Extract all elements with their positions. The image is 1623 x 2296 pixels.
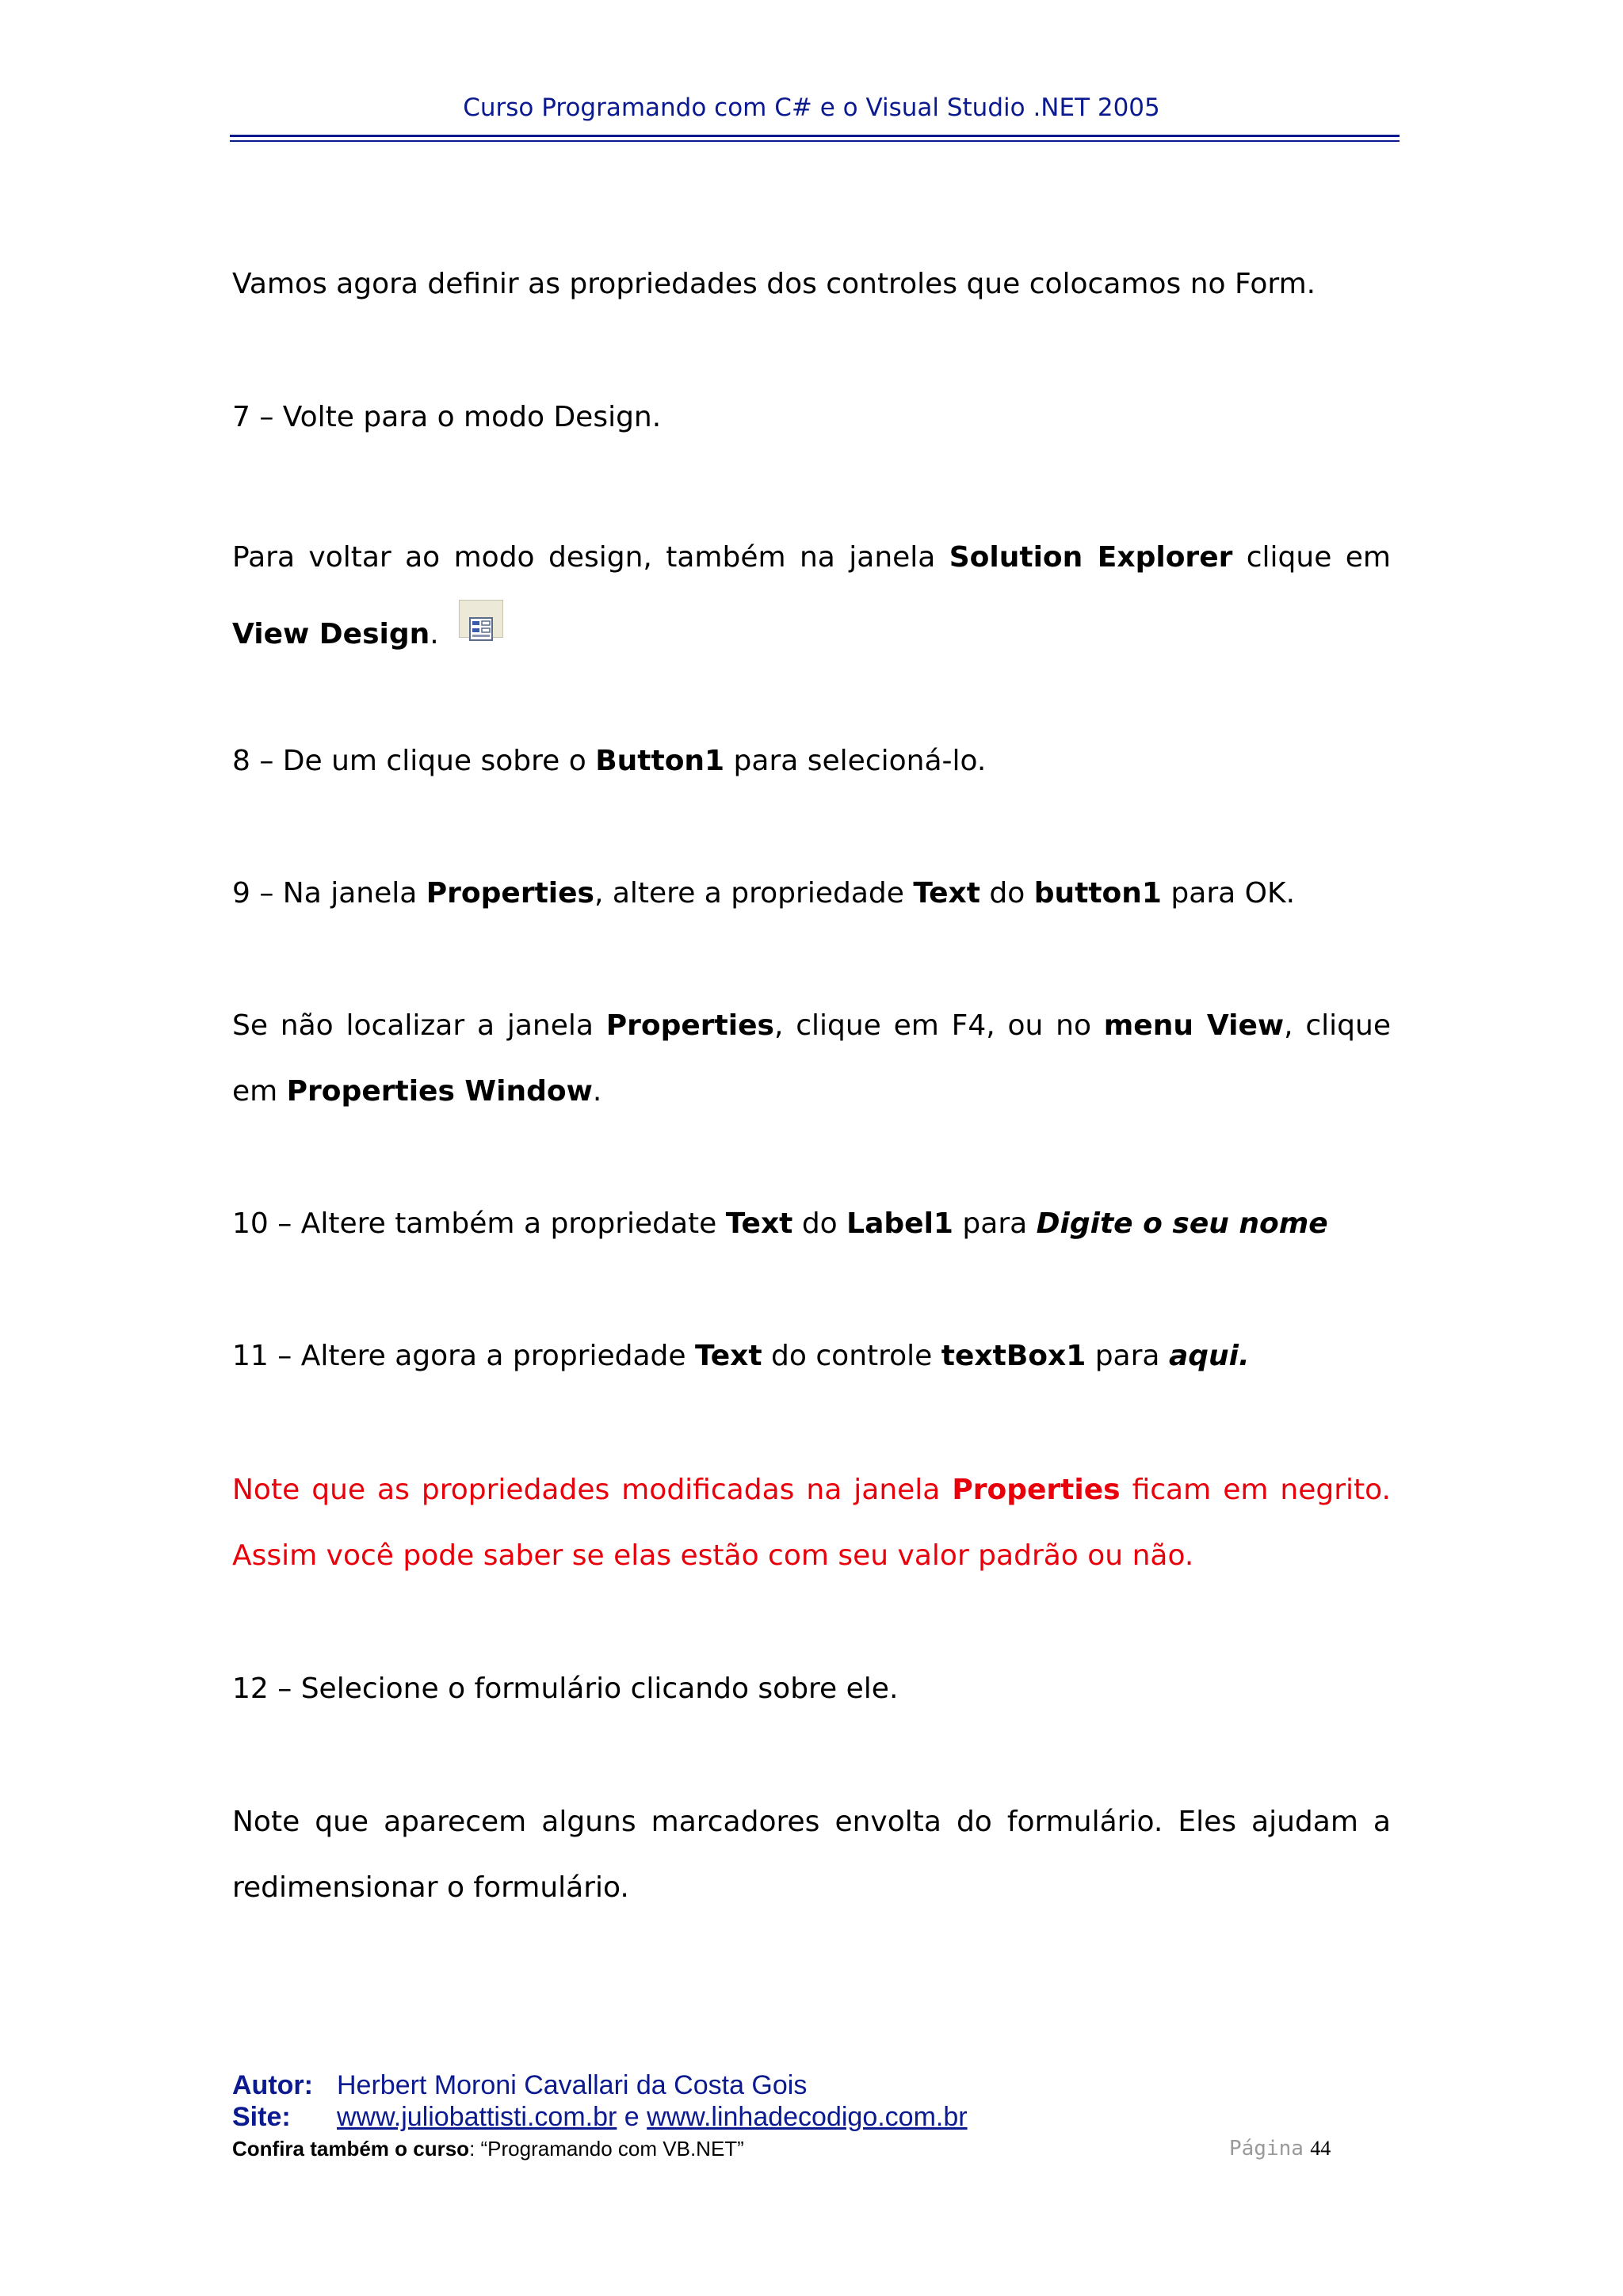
step-11: 11 – Altere agora a propriedade Text do controle textBox1 para aqui. [232,1340,1250,1372]
note-bold-properties: Note que as propriedades modificadas na janela Properties ficam em negrito. Assim você pode saber se elas estão com seu valor padrão ou não. [232,1474,1391,1572]
solution-explorer-term: Solution Explorer [949,541,1233,574]
footer-site: Site: www.juliobattisti.com.br e www.linhadecodigo.com.br [232,2102,968,2132]
step-12: 12 – Selecione o formulário clicando sobre ele. [232,1672,899,1705]
header-title: Curso Programando com C# e o Visual Studio .NET 2005 [463,93,1160,122]
step-10: 10 – Altere também a propriedate Text do Label1 para Digite o seu nome [232,1207,1328,1240]
header-rule [230,135,1400,137]
step-8: 8 – De um clique sobre o Button1 para selecioná-lo. [232,745,987,777]
paragraph-intro: Vamos agora definir as propriedades dos controles que colocamos no Form. [232,268,1316,300]
step-7: 7 – Volte para o modo Design. [232,401,662,433]
view-designer-icon [459,600,503,638]
link-linhadecodigo[interactable]: www.linhadecodigo.com.br [647,2102,968,2132]
footer-confira: Confira também o curso: “Programando com VB.NET” [232,2137,744,2161]
step-9-note: Se não localizar a janela Properties, clique em F4, ou no menu View, clique em Properties Window. [232,1009,1391,1108]
page-number: Página 44 [1229,2137,1331,2161]
link-juliobattisti[interactable]: www.juliobattisti.com.br [337,2102,617,2132]
step-7-detail: Para voltar ao modo design, também na janela Solution Explorer clique em View Design. [232,541,1391,650]
header-rule-thin [230,140,1400,142]
note-markers: Note que aparecem alguns marcadores envolta do formulário. Eles ajudam a redimensionar o formulário. [232,1806,1391,1904]
footer-author: Autor: Herbert Moroni Cavallari da Costa Gois [232,2070,808,2100]
step-9: 9 – Na janela Properties, altere a propriedade Text do button1 para OK. [232,877,1296,910]
view-design-term: View Design [232,618,430,650]
